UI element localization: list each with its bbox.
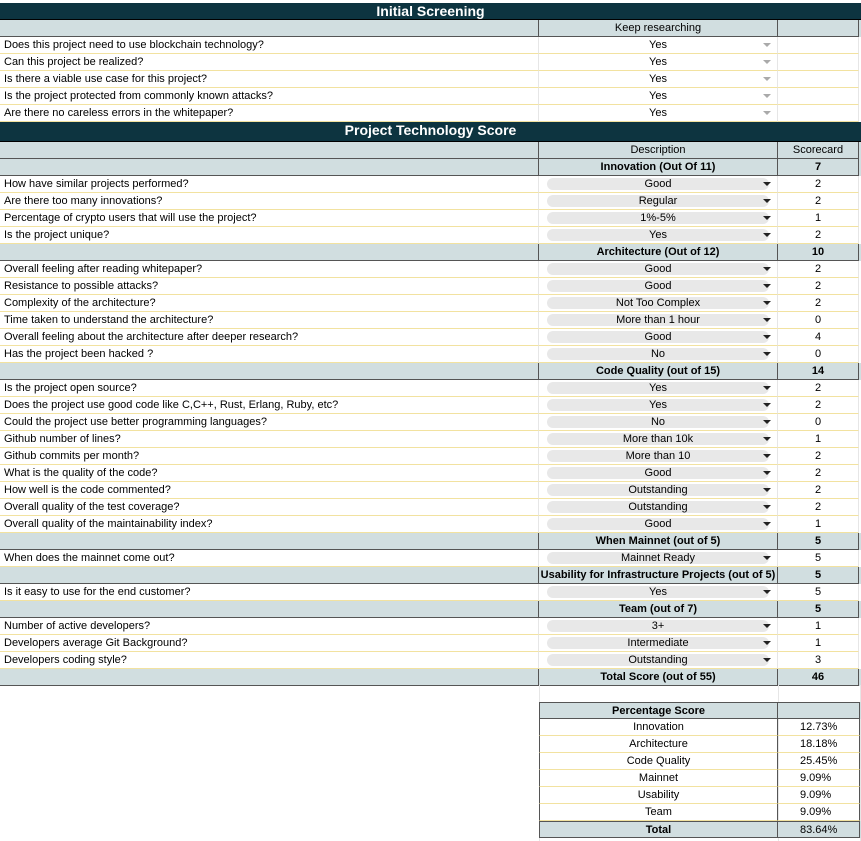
criteria-score: 2 [778, 278, 859, 295]
criteria-score: 1 [778, 431, 859, 448]
criteria-answer-dropdown[interactable] [539, 261, 778, 278]
percentage-value: 9.09% [778, 787, 860, 804]
section-title: Team (out of 7) [539, 601, 778, 618]
screening-question: Is the project protected from commonly known attacks? [0, 88, 539, 105]
criteria-question: What is the quality of the code? [0, 465, 539, 482]
percentage-value: 25.45% [778, 753, 860, 770]
percentage-total-label: Total [539, 821, 778, 838]
total-score-value: 46 [778, 669, 859, 686]
criteria-answer-dropdown[interactable] [539, 618, 778, 635]
dropdown-arrow-icon [763, 352, 771, 356]
percentage-value: 12.73% [778, 719, 860, 736]
dropdown-arrow-icon [763, 216, 771, 220]
screening-banner [0, 3, 861, 20]
criteria-answer-dropdown[interactable] [539, 550, 778, 567]
criteria-answer-dropdown[interactable] [539, 312, 778, 329]
percentage-row [539, 719, 861, 736]
screening-title: Initial Screening [376, 3, 485, 19]
percentage-value: 9.09% [778, 804, 860, 821]
dropdown-arrow-icon [763, 624, 771, 628]
dropdown-arrow-icon [763, 522, 771, 526]
section-header-blank [0, 533, 539, 550]
criteria-question: Developers average Git Background? [0, 635, 539, 652]
criteria-answer-dropdown[interactable] [539, 448, 778, 465]
screening-row [0, 105, 861, 122]
criteria-row [0, 499, 861, 516]
criteria-question: Overall quality of the test coverage? [0, 499, 539, 516]
tech-banner [0, 122, 861, 142]
screening-answer-dropdown[interactable] [539, 105, 778, 122]
criteria-score: 0 [778, 414, 859, 431]
criteria-row [0, 482, 861, 499]
dropdown-arrow-icon [763, 77, 771, 81]
criteria-score: 2 [778, 465, 859, 482]
criteria-row [0, 397, 861, 414]
criteria-question: Is it easy to use for the end customer? [0, 584, 539, 601]
percentage-label: Architecture [539, 736, 778, 753]
scorecard-header: Scorecard [778, 142, 859, 159]
screening-question: Is there a viable use case for this project? [0, 71, 539, 88]
dropdown-arrow-icon [763, 335, 771, 339]
criteria-answer-value: Yes [649, 586, 667, 598]
criteria-answer-value: Regular [638, 195, 678, 207]
criteria-row [0, 431, 861, 448]
criteria-answer-value: Intermediate [627, 637, 689, 649]
dropdown-arrow-icon [763, 233, 771, 237]
criteria-row [0, 380, 861, 397]
criteria-row [0, 176, 861, 193]
section-score: 14 [778, 363, 859, 380]
criteria-question: Is the project unique? [0, 227, 539, 244]
section-header-blank [0, 601, 539, 618]
percentage-header-blank [778, 702, 860, 719]
section-title: Usability for Infrastructure Projects (out of 5) [539, 567, 778, 584]
percentage-title: Percentage Score [539, 702, 778, 719]
criteria-answer-dropdown[interactable] [539, 176, 778, 193]
dropdown-arrow-icon [763, 386, 771, 390]
criteria-question: Time taken to understand the architecture? [0, 312, 539, 329]
criteria-answer-value: More than 10k [622, 433, 694, 445]
criteria-answer-value: Outstanding [628, 501, 688, 513]
criteria-score: 2 [778, 380, 859, 397]
criteria-row [0, 346, 861, 363]
criteria-answer-dropdown[interactable] [539, 227, 778, 244]
dropdown-arrow-icon [763, 267, 771, 271]
screening-answer-dropdown[interactable] [539, 71, 778, 88]
criteria-answer-value: Not Too Complex [615, 297, 701, 309]
criteria-answer-value: Good [644, 178, 672, 190]
criteria-question: Developers coding style? [0, 652, 539, 669]
criteria-row [0, 261, 861, 278]
section-header-blank [0, 244, 539, 261]
dropdown-arrow-icon [763, 111, 771, 115]
dropdown-arrow-icon [763, 301, 771, 305]
criteria-answer-dropdown[interactable] [539, 193, 778, 210]
criteria-row [0, 635, 861, 652]
criteria-row [0, 465, 861, 482]
dropdown-arrow-icon [763, 590, 771, 594]
criteria-score: 1 [778, 210, 859, 227]
criteria-answer-value: Mainnet Ready [621, 552, 695, 564]
criteria-answer-dropdown[interactable] [539, 278, 778, 295]
screening-empty-cell [778, 37, 859, 54]
screening-row [0, 54, 861, 71]
criteria-score: 2 [778, 448, 859, 465]
percentage-row [539, 787, 861, 804]
total-score-row [0, 669, 861, 686]
dropdown-arrow-icon [763, 199, 771, 203]
criteria-row [0, 618, 861, 635]
percentage-label: Code Quality [539, 753, 778, 770]
screening-question: Are there no careless errors in the whitepaper? [0, 105, 539, 122]
criteria-answer-value: Good [644, 331, 672, 343]
screening-column-header: Keep researching [539, 20, 778, 37]
dropdown-arrow-icon [763, 94, 771, 98]
criteria-answer-value: Outstanding [628, 654, 688, 666]
total-score-label: Total Score (out of 55) [539, 669, 778, 686]
section-score: 5 [778, 567, 859, 584]
criteria-score: 2 [778, 397, 859, 414]
screening-answer-value: Yes [649, 107, 667, 119]
criteria-row [0, 295, 861, 312]
criteria-row [0, 278, 861, 295]
dropdown-arrow-icon [763, 556, 771, 560]
criteria-answer-dropdown[interactable] [539, 210, 778, 227]
screening-answer-value: Yes [649, 56, 667, 68]
criteria-answer-value: Outstanding [628, 484, 688, 496]
section-title: When Mainnet (out of 5) [539, 533, 778, 550]
criteria-answer-dropdown[interactable] [539, 346, 778, 363]
criteria-answer-value: 1%-5% [640, 212, 676, 224]
screening-empty-cell [778, 105, 859, 122]
criteria-question: Does the project use good code like C,C++, Rust, Erlang, Ruby, etc? [0, 397, 539, 414]
dropdown-arrow-icon [763, 471, 771, 475]
dropdown-arrow-icon [763, 182, 771, 186]
criteria-answer-dropdown[interactable] [539, 431, 778, 448]
criteria-answer-value: Good [644, 518, 672, 530]
criteria-score: 2 [778, 176, 859, 193]
dropdown-arrow-icon [763, 437, 771, 441]
criteria-answer-value: No [650, 348, 666, 360]
section-title: Code Quality (out of 15) [539, 363, 778, 380]
section-title: Innovation (Out Of 11) [539, 159, 778, 176]
section-header-blank [0, 159, 539, 176]
criteria-answer-dropdown[interactable] [539, 635, 778, 652]
percentage-row [539, 770, 861, 787]
criteria-question: Are there too many innovations? [0, 193, 539, 210]
criteria-answer-value: 3+ [651, 620, 665, 632]
criteria-answer-dropdown[interactable] [539, 652, 778, 669]
criteria-answer-dropdown[interactable] [539, 465, 778, 482]
dropdown-arrow-icon [763, 43, 771, 47]
percentage-value: 18.18% [778, 736, 860, 753]
percentage-label: Innovation [539, 719, 778, 736]
screening-empty-cell [778, 71, 859, 88]
criteria-row [0, 414, 861, 431]
tech-header-row [0, 142, 861, 159]
dropdown-arrow-icon [763, 658, 771, 662]
criteria-question: Overall feeling about the architecture after deeper research? [0, 329, 539, 346]
screening-question: Can this project be realized? [0, 54, 539, 71]
criteria-row [0, 584, 861, 601]
percentage-row [539, 753, 861, 770]
section-score: 10 [778, 244, 859, 261]
percentage-total-row [539, 821, 861, 838]
criteria-answer-value: More than 1 hour [616, 314, 700, 326]
criteria-row [0, 210, 861, 227]
criteria-score: 0 [778, 312, 859, 329]
section-header-row [0, 601, 861, 618]
screening-answer-dropdown[interactable] [539, 37, 778, 54]
criteria-score: 4 [778, 329, 859, 346]
percentage-label: Mainnet [539, 770, 778, 787]
dropdown-arrow-icon [763, 488, 771, 492]
screening-answer-dropdown[interactable] [539, 88, 778, 105]
criteria-answer-value: More than 10 [625, 450, 691, 462]
screening-header-blank [0, 20, 539, 37]
criteria-question: Complexity of the architecture? [0, 295, 539, 312]
dropdown-arrow-icon [763, 641, 771, 645]
criteria-question: How have similar projects performed? [0, 176, 539, 193]
criteria-answer-value: Yes [649, 399, 667, 411]
screening-answer-dropdown[interactable] [539, 54, 778, 71]
criteria-row [0, 312, 861, 329]
screening-row [0, 37, 861, 54]
screening-question: Does this project need to use blockchain technology? [0, 37, 539, 54]
percentage-label: Usability [539, 787, 778, 804]
criteria-row [0, 448, 861, 465]
dropdown-arrow-icon [763, 318, 771, 322]
section-score: 5 [778, 601, 859, 618]
criteria-score: 2 [778, 261, 859, 278]
criteria-score: 0 [778, 346, 859, 363]
criteria-question: When does the mainnet come out? [0, 550, 539, 567]
section-header-row [0, 533, 861, 550]
criteria-row [0, 516, 861, 533]
criteria-answer-value: Good [644, 263, 672, 275]
percentage-total-value: 83.64% [778, 821, 860, 838]
criteria-answer-dropdown[interactable] [539, 397, 778, 414]
criteria-answer-value: Good [644, 280, 672, 292]
total-blank [0, 669, 539, 686]
screening-answer-value: Yes [649, 39, 667, 51]
screening-header-blank-right [778, 20, 859, 37]
criteria-answer-dropdown[interactable] [539, 584, 778, 601]
criteria-score: 1 [778, 516, 859, 533]
criteria-score: 5 [778, 550, 859, 567]
description-header: Description [539, 142, 778, 159]
section-header-row [0, 567, 861, 584]
criteria-question: Could the project use better programming languages? [0, 414, 539, 431]
screening-empty-cell [778, 54, 859, 71]
dropdown-arrow-icon [763, 454, 771, 458]
criteria-score: 2 [778, 193, 859, 210]
criteria-score: 2 [778, 295, 859, 312]
screening-empty-cell [778, 88, 859, 105]
criteria-score: 2 [778, 499, 859, 516]
criteria-question: Overall quality of the maintainability index? [0, 516, 539, 533]
criteria-answer-value: Yes [649, 229, 667, 241]
criteria-question: Has the project been hacked ? [0, 346, 539, 363]
criteria-row [0, 227, 861, 244]
criteria-answer-dropdown[interactable] [539, 380, 778, 397]
section-header-blank [0, 363, 539, 380]
criteria-score: 2 [778, 227, 859, 244]
dropdown-arrow-icon [763, 505, 771, 509]
criteria-score: 3 [778, 652, 859, 669]
criteria-answer-dropdown[interactable] [539, 499, 778, 516]
percentage-header-row [539, 702, 861, 719]
criteria-question: Github commits per month? [0, 448, 539, 465]
criteria-answer-dropdown[interactable] [539, 295, 778, 312]
criteria-answer-dropdown[interactable] [539, 414, 778, 431]
criteria-answer-value: Yes [649, 382, 667, 394]
percentage-value: 9.09% [778, 770, 860, 787]
criteria-answer-dropdown[interactable] [539, 329, 778, 346]
criteria-row [0, 550, 861, 567]
section-header-blank [0, 567, 539, 584]
dropdown-arrow-icon [763, 60, 771, 64]
criteria-question: Is the project open source? [0, 380, 539, 397]
criteria-question: Percentage of crypto users that will use the project? [0, 210, 539, 227]
criteria-row [0, 329, 861, 346]
criteria-question: Overall feeling after reading whitepaper? [0, 261, 539, 278]
percentage-label: Team [539, 804, 778, 821]
section-score: 5 [778, 533, 859, 550]
dropdown-arrow-icon [763, 284, 771, 288]
dropdown-arrow-icon [763, 403, 771, 407]
section-score: 7 [778, 159, 859, 176]
criteria-question: Github number of lines? [0, 431, 539, 448]
criteria-answer-value: No [650, 416, 666, 428]
criteria-row [0, 193, 861, 210]
criteria-score: 1 [778, 635, 859, 652]
dropdown-arrow-icon [763, 420, 771, 424]
tech-title: Project Technology Score [344, 122, 517, 138]
screening-answer-value: Yes [649, 90, 667, 102]
criteria-answer-value: Good [644, 467, 672, 479]
screening-row [0, 71, 861, 88]
criteria-question: How well is the code commented? [0, 482, 539, 499]
tech-header-blank [0, 142, 539, 159]
criteria-answer-dropdown[interactable] [539, 482, 778, 499]
section-header-row [0, 159, 861, 176]
criteria-score: 2 [778, 482, 859, 499]
criteria-row [0, 652, 861, 669]
criteria-answer-dropdown[interactable] [539, 516, 778, 533]
criteria-score: 1 [778, 618, 859, 635]
percentage-row [539, 804, 861, 821]
criteria-question: Resistance to possible attacks? [0, 278, 539, 295]
percentage-row [539, 736, 861, 753]
screening-header-row [0, 20, 861, 37]
section-title: Architecture (Out of 12) [539, 244, 778, 261]
criteria-question: Number of active developers? [0, 618, 539, 635]
screening-row [0, 88, 861, 105]
section-header-row [0, 363, 861, 380]
screening-answer-value: Yes [649, 73, 667, 85]
section-header-row [0, 244, 861, 261]
criteria-score: 5 [778, 584, 859, 601]
